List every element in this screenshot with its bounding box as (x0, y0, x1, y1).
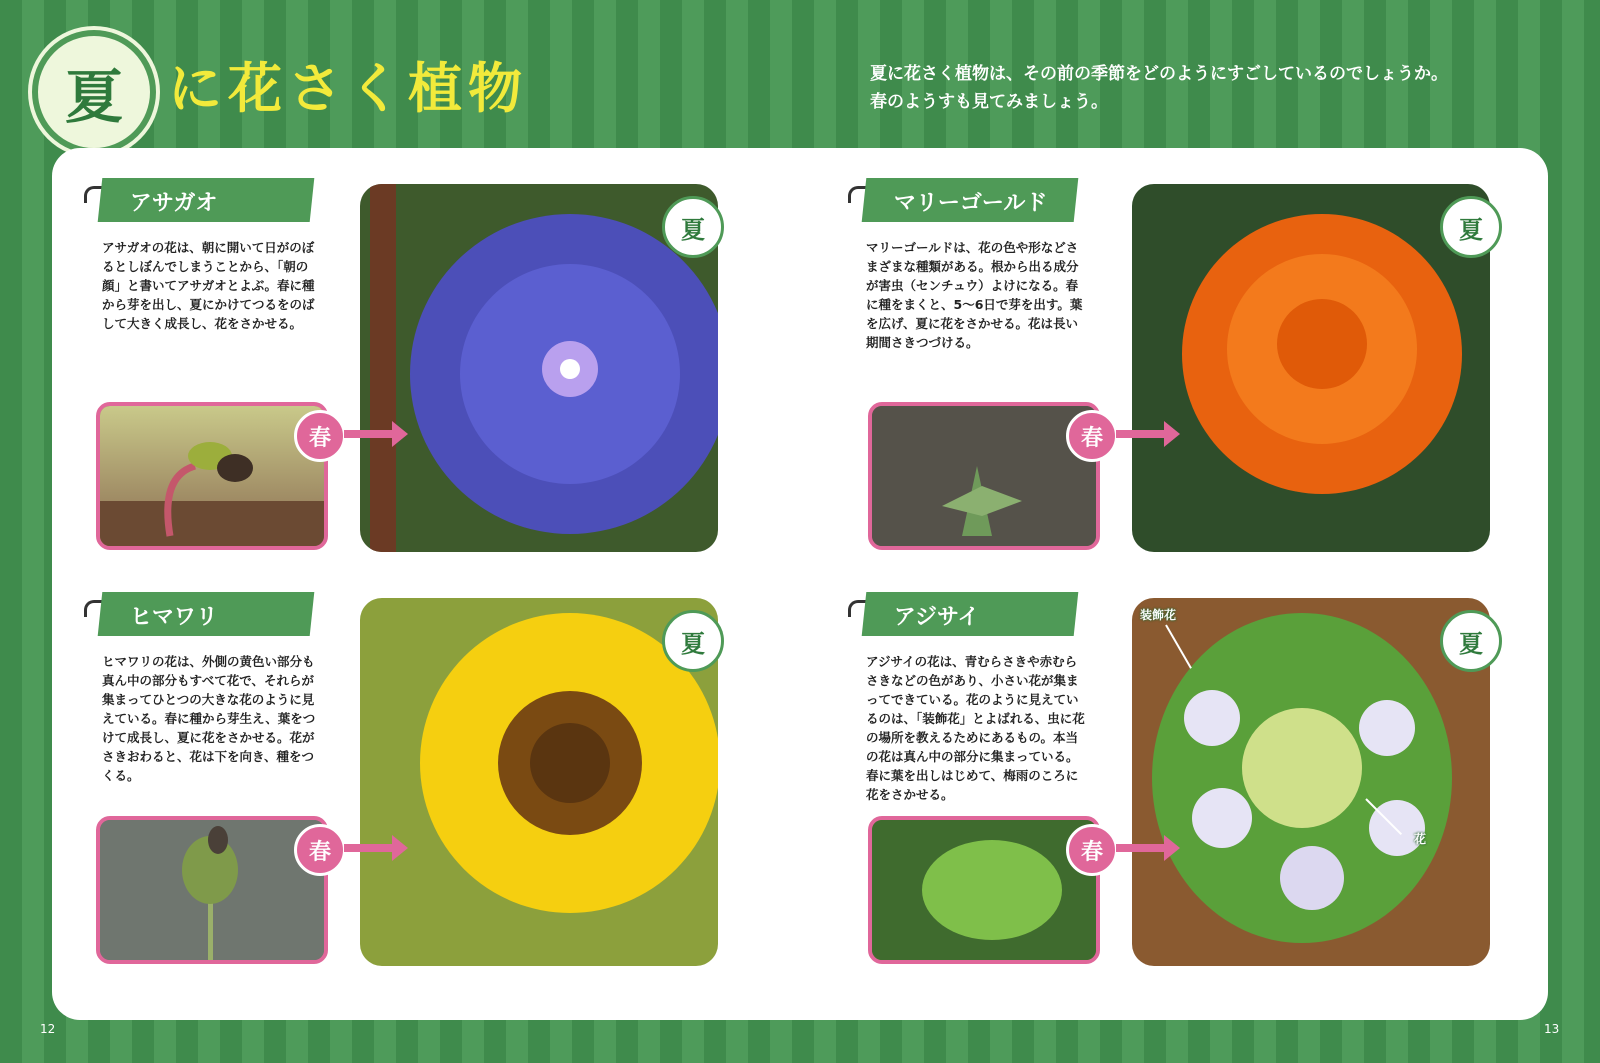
plant-label (862, 592, 1079, 636)
spring-photo-sprout (96, 816, 328, 964)
spring-badge: 春 (1066, 410, 1118, 462)
plant-description: ヒマワリの花は、外側の黄色い部分も真ん中の部分もすべて花で、それらが集まってひとつの大きな花のように見えている。春に種から芽生え、葉をつけて成長し、夏に花をさかせる。花がさきおわると、花は下を向き、種をつくる。 (102, 654, 316, 783)
sprout-photo (100, 406, 324, 546)
hydrangea-photo (1132, 598, 1490, 966)
arrow-icon (1116, 844, 1170, 852)
intro-line-1: 夏に花さく植物は、その前の季節をどのようにすごしているのでしょうか。 (870, 64, 1448, 84)
spring-badge: 春 (294, 410, 346, 462)
section-marigold (836, 162, 1536, 562)
plant-label (98, 592, 315, 636)
spring-badge: 春 (1066, 824, 1118, 876)
summer-badge: 夏 (662, 610, 724, 672)
plant-description: マリーゴールドは、花の色や形などさまざまな種類がある。根から出る成分が害虫（センチュウ）よけになる。春に種をまくと、5～6日で芽を出す。葉を広げ、夏に花をさかせる。花は長い期間さきつづける。 (866, 240, 1083, 350)
content-panel (52, 148, 1548, 1020)
summer-badge: 夏 (1440, 610, 1502, 672)
callout-true-flower: 花 (1414, 832, 1427, 846)
page-title: に花さく植物 (168, 57, 528, 120)
summer-photo-ajisai (1132, 598, 1490, 966)
spring-photo-sprout (868, 402, 1100, 550)
plant-name: ヒマワリ (129, 605, 218, 630)
page-number-right: 13 (1544, 1022, 1560, 1036)
summer-badge: 夏 (662, 196, 724, 258)
summer-title-badge (32, 30, 156, 154)
summer-badge: 夏 (1440, 196, 1502, 258)
page-number-left: 12 (40, 1022, 56, 1036)
plant-label (98, 178, 315, 222)
plant-name: アサガオ (129, 191, 218, 216)
section-himawari (72, 576, 772, 976)
arrow-icon (344, 844, 398, 852)
spring-badge: 春 (294, 824, 346, 876)
intro-line-2: 春のようすも見てみましょう。 (870, 92, 1108, 112)
plant-description: アサガオの花は、朝に開いて日がのぼるとしぼんでしまうことから、「朝の顔」と書いてアサガオとよぶ。春に種から芽を出し、夏にかけてつるをのばして大きく成長し、花をさかせる。 (102, 240, 315, 331)
callout-decorative-flower: 装飾花 (1140, 608, 1177, 622)
title-badge-text: 夏 (64, 63, 123, 131)
hydrangea-leaves-photo (872, 820, 1096, 960)
plant-label (862, 178, 1079, 222)
spring-photo-sprout (96, 402, 328, 550)
section-asagao (72, 162, 772, 562)
spring-photo-leaves (868, 816, 1100, 964)
marigold-photo (1132, 184, 1490, 552)
plant-name: アジサイ (893, 605, 980, 630)
intro-text (870, 60, 1590, 116)
plant-description: アジサイの花は、青むらさきや赤むらさきなどの色があり、小さい花が集まってできている。花のように見えているのは、「装飾花」とよばれる、虫に花の場所を教えるためにあるもの。本当の花は真ん中の部分に集まっている。春に葉を出しはじめて、梅雨のころに花をさかせる。 (866, 654, 1085, 802)
summer-photo-marigold (1132, 184, 1490, 552)
arrow-icon (344, 430, 398, 438)
arrow-icon (1116, 430, 1170, 438)
plant-name: マリーゴールド (893, 191, 1048, 216)
marigold-sprout-photo (872, 406, 1096, 546)
section-ajisai (836, 576, 1536, 976)
sunflower-sprout-photo (100, 820, 324, 960)
